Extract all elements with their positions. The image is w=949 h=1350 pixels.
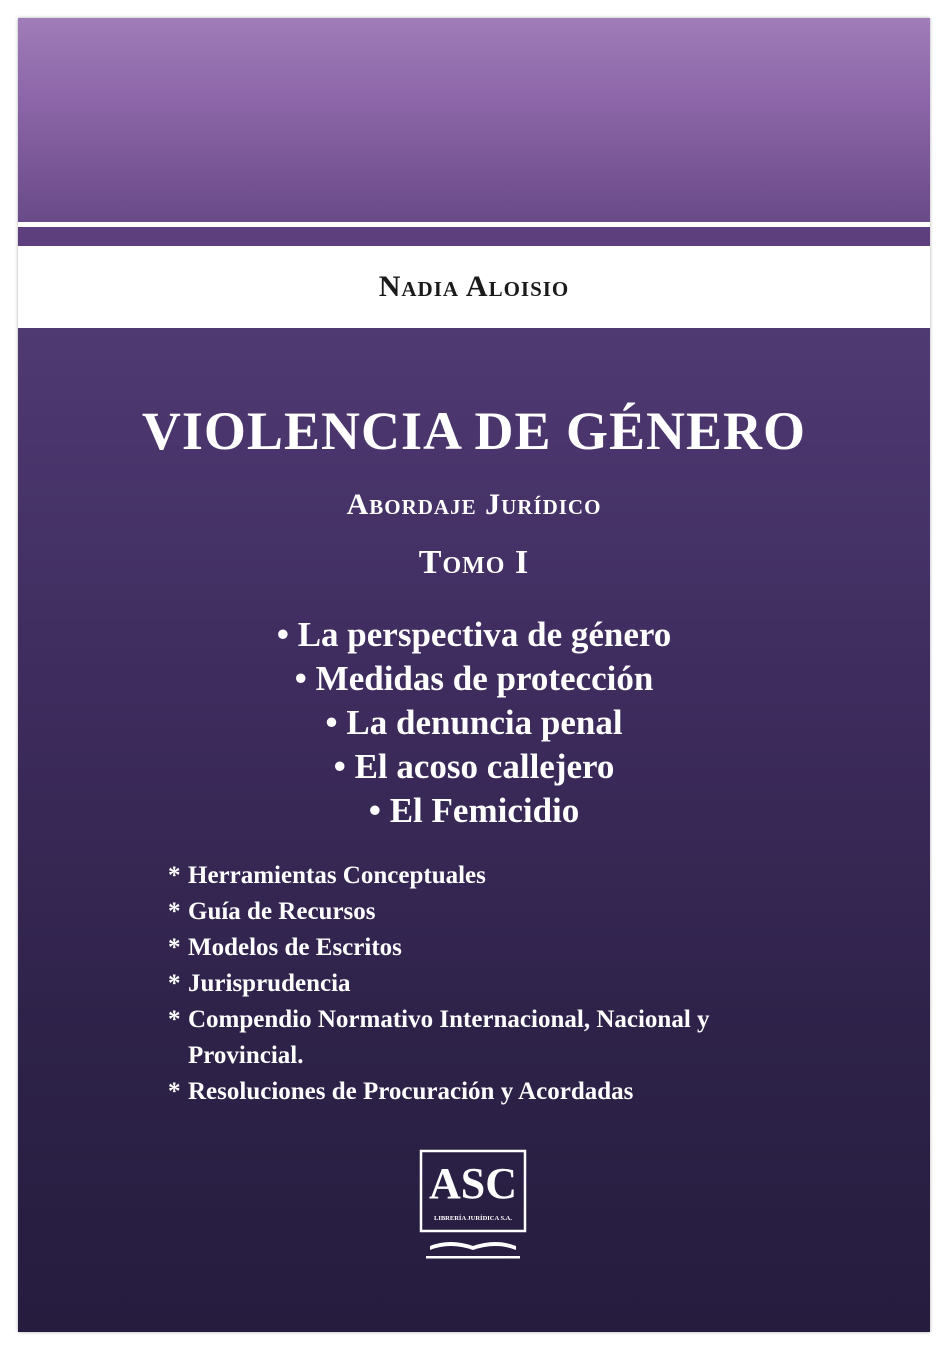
topic-item: • La denuncia penal <box>325 703 623 742</box>
feature-marker: * <box>168 1078 181 1105</box>
volume-label: Tomo I <box>418 544 530 581</box>
feature-text: Compendio Normativo Internacional, Nacional y Provincial. <box>188 1006 710 1069</box>
author-name: Nadia Aloisio <box>378 270 570 303</box>
feature-item <box>168 894 768 930</box>
feature-marker: * <box>168 898 181 925</box>
topic-item: • Medidas de protección <box>294 659 654 698</box>
topic-item: • El acoso callejero <box>333 747 615 786</box>
publisher-logo <box>418 1148 528 1268</box>
feature-text: Herramientas Conceptuales <box>188 862 486 889</box>
book-cover <box>18 18 930 1332</box>
book-icon <box>430 1242 516 1250</box>
logo-text: ASC <box>428 1159 518 1208</box>
book-title: VIOLENCIA DE GÉNERO <box>141 401 807 461</box>
features-list <box>168 858 768 1110</box>
logo-underline <box>426 1256 520 1259</box>
feature-marker: * <box>168 934 181 961</box>
feature-text: Modelos de Escritos <box>188 934 402 961</box>
feature-item <box>168 1002 768 1074</box>
book-subtitle: Abordaje Jurídico <box>346 488 602 521</box>
feature-text: Guía de Recursos <box>188 898 376 925</box>
feature-text: Jurisprudencia <box>188 970 351 997</box>
logo-tagline: LIBRERÍA JURÍDICA S.A. <box>433 1215 513 1222</box>
topic-item: • La perspectiva de género <box>276 615 672 654</box>
top-color-band <box>18 18 930 222</box>
feature-text: Resoluciones de Procuración y Acordadas <box>188 1078 634 1105</box>
divider-band <box>18 227 930 246</box>
feature-item <box>168 966 768 1002</box>
cover-main-panel <box>18 328 930 1332</box>
feature-item <box>168 1074 768 1110</box>
feature-marker: * <box>168 970 181 997</box>
feature-item <box>168 930 768 966</box>
author-band <box>18 246 930 328</box>
topic-item: • El Femicidio <box>368 791 580 830</box>
feature-marker: * <box>168 1006 181 1033</box>
topics-list <box>18 613 930 833</box>
feature-item <box>168 858 768 894</box>
feature-marker: * <box>168 862 181 889</box>
